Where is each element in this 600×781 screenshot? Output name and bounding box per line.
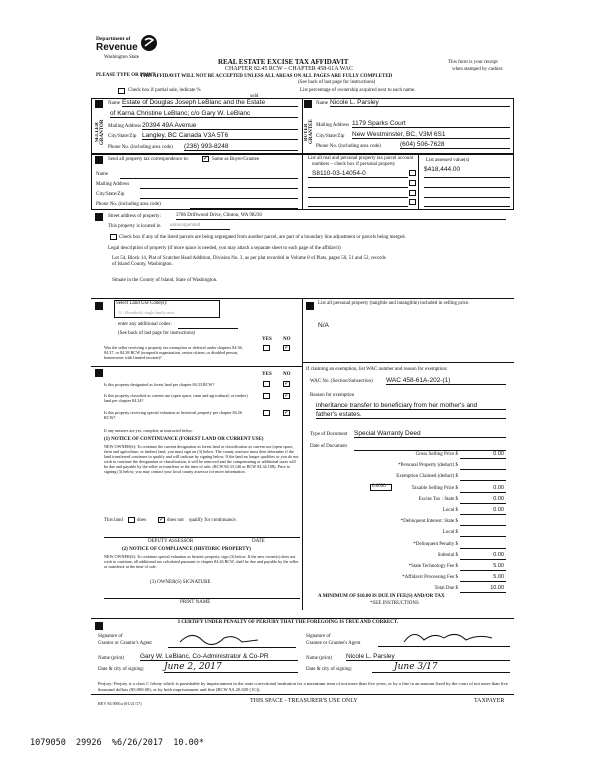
q4-no-checkbox[interactable]: ✓	[284, 410, 290, 416]
reason-line2[interactable]: father's estates.	[316, 411, 506, 419]
tax-row-line	[460, 570, 506, 571]
compliance-title: (2) NOTICE OF COMPLIANCE (HISTORIC PROPERTY)	[122, 547, 251, 552]
q1-no-checkbox[interactable]: ✓	[284, 345, 290, 351]
grantee-agent-label: Grantee or Grantee's Agent	[306, 641, 361, 646]
form-subtitle: CHAPTER 82.45 RCW – CHAPTER 458-61A WAC	[225, 66, 353, 72]
legal-line2: of Island County, Washington.	[112, 262, 173, 267]
located-label: This property is located in	[108, 224, 161, 229]
same-as-buyer-checkbox[interactable]: ✓	[203, 156, 209, 162]
grantor-name-label: Name (print)	[98, 656, 124, 661]
tax-row-line	[460, 559, 506, 560]
grantor-signature[interactable]	[172, 628, 262, 648]
segregated-checkbox[interactable]	[110, 234, 117, 240]
corr-mailing-label: Mailing Address	[96, 182, 130, 187]
grantor-date-label: Date & city of signing:	[98, 667, 145, 672]
parcels-header-1: List all real and personal property tax parcel account	[308, 156, 414, 161]
street-label: Street address of property:	[108, 214, 161, 219]
tax-row-label: Local $	[442, 530, 458, 536]
q2-yes-checkbox[interactable]	[263, 381, 270, 387]
land-qualify-label: qualify for continuance.	[189, 518, 237, 523]
buyer-city[interactable]: New Westminster, BC, V3M 6S1	[352, 131, 510, 139]
tax-row-label: Local $	[442, 508, 458, 513]
q1-yes-checkbox[interactable]	[263, 345, 270, 351]
seller-side-label: SELLER GRANTOR	[95, 119, 105, 145]
partial-sale-sold: sold	[250, 94, 259, 99]
q2-no-checkbox[interactable]: ✓	[284, 381, 290, 387]
doc-type-label: Type of Document	[310, 432, 348, 437]
legal-label: Legal description of property (if more space is needed, you may attach a separate sheet to each page of the affidavit)	[108, 246, 341, 251]
seller-name-line1[interactable]: Estate of Douglas Joseph LeBlanc and the Estate	[122, 99, 298, 107]
grantor-name[interactable]: Gary W. LeBlanc, Co-Administrator & Co-PR	[140, 653, 298, 661]
land-does-not-label: does not	[167, 518, 184, 523]
tax-row-label: *Delinquent Interest: State $	[400, 519, 458, 525]
treasurer-use-only: THIS SPACE - TREASURER'S USE ONLY	[250, 698, 358, 704]
buyer-side-label: BUYER GRANTEE	[304, 119, 314, 145]
assessed-label: List assessed value(s)	[426, 158, 470, 163]
tax-row-line	[460, 548, 506, 549]
partial-sale-checkbox[interactable]	[118, 88, 125, 94]
tax-row-value[interactable]: 10.00	[490, 585, 504, 592]
tax-row-value[interactable]: 0.00	[493, 451, 504, 457]
land-use-select-label: Select Land Use Code(s):	[116, 301, 168, 306]
see-instructions: *SEE INSTRUCTIONS	[370, 601, 419, 606]
grantee-date[interactable]: June 3/17	[372, 662, 510, 673]
tax-row-line	[460, 458, 506, 459]
seller-mailing-label: Mailing Address	[108, 124, 142, 129]
doc-date-label: Date of Document	[310, 444, 347, 449]
section-4-marker	[95, 213, 103, 221]
seller-name-label: Name	[108, 101, 120, 106]
tax-row-label: Taxable Selling Price $	[411, 485, 458, 491]
revenue-logo-icon	[140, 34, 158, 52]
correspondence-label: Send all property tax correspondence to:	[108, 157, 189, 162]
taxpayer-label: TAXPAYER	[474, 698, 505, 704]
land-use-back-note: (See back of last page for instructions)	[118, 331, 196, 336]
seller-phone[interactable]: (236) 993-8248	[184, 143, 298, 151]
street-value[interactable]: 3786 Driftwood Drive, Clinton, WA 98236	[176, 213, 506, 220]
local-rate[interactable]: 0.0050	[372, 484, 386, 489]
parcels-header-2: numbers – check box if personal property	[312, 162, 396, 167]
no-header-2: NO	[283, 372, 291, 377]
buyer-mailing-label: Mailing Address	[316, 123, 350, 128]
compliance-text: NEW OWNER(S): To continue special valuation as historic property, sign (3) below. If the new owner(s) does not wish to continue, all additional tax calculated pursuant to chapter 84.26 RCW, shall be due and payable by the seller or transferor at the time of sale.	[104, 554, 299, 570]
section-3-marker	[95, 156, 103, 164]
continuance-text: NEW OWNER(S): To continue the current designation as forest land or classification as current use (open space, farm and agriculture, or timber) land, you must sign on (3) below. The county assessor must then determine if the land transferred continues to qualify and will indicate by signing below. If the land no longer qualifies or you do not wish to continue the designation or classification, it will be removed and the compensating or additional taxes will be due and payable by the seller or transferor at the time of sale. (RCW 84.33.140 or RCW 84.34.108). Prior to signing (3) below, you may contact your local county assessor for more information.	[104, 444, 299, 475]
land-does-not-checkbox[interactable]: ✓	[159, 517, 165, 523]
corr-name-label: Name	[96, 172, 108, 177]
personal-property-checkbox-3[interactable]	[409, 190, 416, 196]
tax-row-line	[460, 469, 506, 470]
perjury-notice: Perjury: Perjury is a class C felony which is punishable by imprisonment in the state correctional institution for a maximum term of not more than five years, or by a fine in an amount fixed by the court of not more than five thousand dollars ($5,000.00), or by both imprisonment and fine (RCW 9A.20.020 (1C)).	[98, 681, 508, 692]
section-1-marker	[95, 100, 103, 108]
grantor-date[interactable]: June 2, 2017	[164, 662, 298, 673]
buyer-phone-label: Phone No. (including area code)	[316, 144, 381, 149]
section-2-marker	[304, 100, 312, 108]
tax-row-label: Excise Tax : State $	[418, 496, 458, 502]
seller-city-label: City/State/Zip	[108, 134, 137, 139]
corr-phone-label: Phone No. (including area code)	[96, 202, 161, 207]
any-yes-note: If any answers are yes, complete as instructed below.	[104, 428, 193, 433]
tax-row-value[interactable]: 0.00	[493, 551, 504, 558]
doc-type-value[interactable]: Special Warranty Deed	[354, 430, 506, 438]
cashier-stamp: 1079050 29926 %6/26/2017 10.00*	[30, 738, 204, 748]
tax-row-line	[460, 536, 506, 537]
buyer-phone[interactable]: (604) 506-7628	[400, 141, 510, 149]
tax-row-label: *Affidavit Processing Fee $	[402, 575, 458, 581]
buyer-name[interactable]: Nicole L. Parsley	[330, 99, 510, 107]
forest-question: Is this property designated as forest land per chapter 84.33 RCW?	[104, 382, 215, 387]
this-land-label: This land	[104, 518, 123, 523]
corr-city-label: City/State/Zip	[96, 192, 125, 197]
yes-header-2: YES	[262, 372, 272, 377]
assessor-date-label: DATE	[252, 539, 265, 544]
tax-row-value[interactable]: 0.00	[493, 495, 504, 502]
land-does-checkbox[interactable]	[128, 517, 135, 523]
rev-number: REV 84 0001a (01/21/17)	[98, 701, 142, 706]
no-header-1: NO	[283, 337, 291, 342]
tax-row-value[interactable]: 0.00	[493, 484, 504, 491]
print-name-label: PRINT NAME	[180, 600, 211, 605]
grantee-sig-label: Signature of	[306, 634, 331, 639]
dept-line2: Revenue	[96, 42, 138, 53]
grantor-sig-label: Signature of	[98, 634, 123, 639]
assessed-value[interactable]: $418,444.00	[424, 166, 461, 173]
located-value[interactable]: unincorporated	[170, 223, 230, 230]
buyer-city-label: City/State/Zip	[316, 134, 345, 139]
current-use-question: Is this property classified as current use (open space, farm and agricultural, or timber) land per chapter 84.34?	[104, 393, 248, 403]
additional-codes-label: enter any additional codes:	[118, 322, 172, 327]
certify-statement: I CERTIFY UNDER PENALTY OF PERJURY THAT THE FOREGOING IS TRUE AND CORRECT.	[178, 620, 399, 625]
section-8-marker	[95, 622, 103, 630]
continuance-title: (1) NOTICE OF CONTINUANCE (FOREST LAND OR CURRENT USE)	[104, 437, 264, 442]
tax-row-label: Exemption Claimed (deduct) $	[396, 474, 458, 480]
tax-row-value[interactable]: 0.00	[493, 507, 504, 513]
grantee-date-label: Date & city of signing:	[306, 667, 353, 672]
personal-property-label: List all personal property (tangible and intangible) included in selling price.	[318, 301, 470, 306]
tax-row-label: Gross Selling Price $	[415, 452, 458, 457]
form-warning: THIS AFFIDAVIT WILL NOT BE ACCEPTED UNLESS ALL AREAS ON ALL PAGES ARE FULLY COMPLETED	[140, 74, 393, 79]
land-use-select-value[interactable]: 11 - Household, single family units	[118, 310, 175, 315]
grantee-name-label: Name (print)	[306, 656, 332, 661]
back-note: (See back of last page for instructions)	[298, 80, 376, 85]
seller-name-line2[interactable]: of Karna Christine LeBlanc; c/o Gary W. LeBlanc	[110, 110, 298, 118]
legal-line1: Lot 54, Block 14, Plat of Scatchet Head Addition, Division No. 3, as per plat recorded in Volume 8 of Plats, pages 50, 51 and 52, records	[112, 256, 386, 261]
ownership-list-label: List percentage of ownership acquired next to each name.	[300, 88, 416, 93]
tax-row-line	[460, 514, 506, 515]
yes-header-1: YES	[262, 337, 272, 342]
tax-row-value[interactable]: 5.00	[493, 563, 504, 569]
section-6-marker	[95, 369, 103, 377]
tax-row-value[interactable]: 5.00	[493, 574, 504, 581]
tax-row-label: Total Due $	[434, 586, 458, 592]
deputy-assessor-label: DEPUTY ASSESSOR	[148, 539, 194, 544]
tax-row-line	[460, 503, 506, 504]
personal-property-checkbox-1[interactable]	[409, 170, 416, 176]
segregated-label: Check box if any of the listed parcels are being segregated from another parcel, are part of a boundary line adjustment or parcels being merged.	[119, 235, 406, 240]
tax-row-line	[460, 492, 506, 493]
historic-question: Is this property receiving special valuation as historical property per chapter 84.26 RCW?	[104, 410, 242, 420]
grantee-signature[interactable]	[398, 626, 498, 648]
reason-label: Reason for exemption	[310, 393, 355, 398]
dept-line3: Washington State	[104, 55, 140, 60]
tax-row-line	[460, 525, 506, 526]
situate-text: Situate in the County of Island, State of Washington.	[112, 278, 218, 283]
q3-no-checkbox[interactable]: ✓	[284, 393, 290, 399]
owner-signature-label: (3) OWNER(S) SIGNATURE	[150, 580, 211, 585]
seller-mailing[interactable]: 20394 49A Avenue	[142, 122, 298, 130]
grantor-agent-label: Grantor or Grantor's Agent	[98, 641, 152, 646]
personal-property-checkbox-2[interactable]	[409, 180, 416, 186]
tax-row-label: *State Technology Fee $	[408, 564, 458, 569]
same-as-buyer-label: Same as Buyer/Grantee	[212, 157, 260, 162]
exemption-intro: If claiming an exemption, list WAC number and reason for exemption:	[306, 367, 448, 372]
seller-phone-label: Phone No. (including area code)	[108, 145, 173, 150]
tax-row-label: *Personal Property (deduct) $	[398, 463, 458, 469]
tax-row-line	[460, 592, 506, 593]
section-7-marker	[306, 302, 314, 310]
exemption-question: Was the seller receiving a property tax exemption or deferral under chapters 84.36, 84.37, or 84.38 RCW (nonprofit organization, senior citizen, or disabled person, homeowner with limited income)?	[104, 345, 243, 360]
receipt-note-1: This form is your receipt	[448, 60, 498, 65]
wac-value[interactable]: WAC 458-61A-202-(1)	[386, 377, 506, 385]
q4-yes-checkbox[interactable]	[263, 410, 270, 416]
type-or-print: PLEASE TYPE OR PRINT	[96, 73, 156, 78]
personal-property-checkbox-4[interactable]	[409, 199, 416, 205]
reason-line1[interactable]: inheritance transfer to beneficiary from her mother's and	[316, 402, 506, 410]
partial-sale-label: Check box if partial sale, indicate %	[128, 88, 201, 93]
tax-row-label: *Delinquent Penalty $	[413, 541, 458, 547]
form-title: REAL ESTATE EXCISE TAX AFFIDAVIT	[218, 58, 349, 66]
parcel-number[interactable]: S8110-03-14054-0	[312, 170, 366, 177]
wac-label: WAC No. (Section/Subsection)	[310, 379, 373, 384]
revenue-logo	[96, 34, 166, 74]
minimum-note: A MINIMUM OF $10.00 IS DUE IN FEE(S) AND/OR TAX	[318, 594, 445, 599]
seller-city[interactable]: Langley, BC Canada V3A 5T6	[142, 132, 298, 140]
section-5-marker	[95, 302, 103, 310]
personal-property-value[interactable]: N/A	[318, 322, 329, 329]
land-does-label: does	[137, 518, 147, 523]
buyer-mailing[interactable]: 1179 Sparks Court	[352, 120, 510, 128]
receipt-note-2: when stamped by cashier.	[452, 67, 504, 72]
buyer-name-label: Name	[316, 101, 328, 106]
tax-row-line	[460, 480, 506, 481]
q3-yes-checkbox[interactable]	[263, 393, 270, 399]
grantee-name[interactable]: Nicole L. Parsley	[346, 653, 510, 661]
tax-row-line	[460, 581, 506, 582]
dept-line1: Department of	[96, 36, 131, 42]
tax-row-label: Subtotal $	[437, 552, 458, 558]
